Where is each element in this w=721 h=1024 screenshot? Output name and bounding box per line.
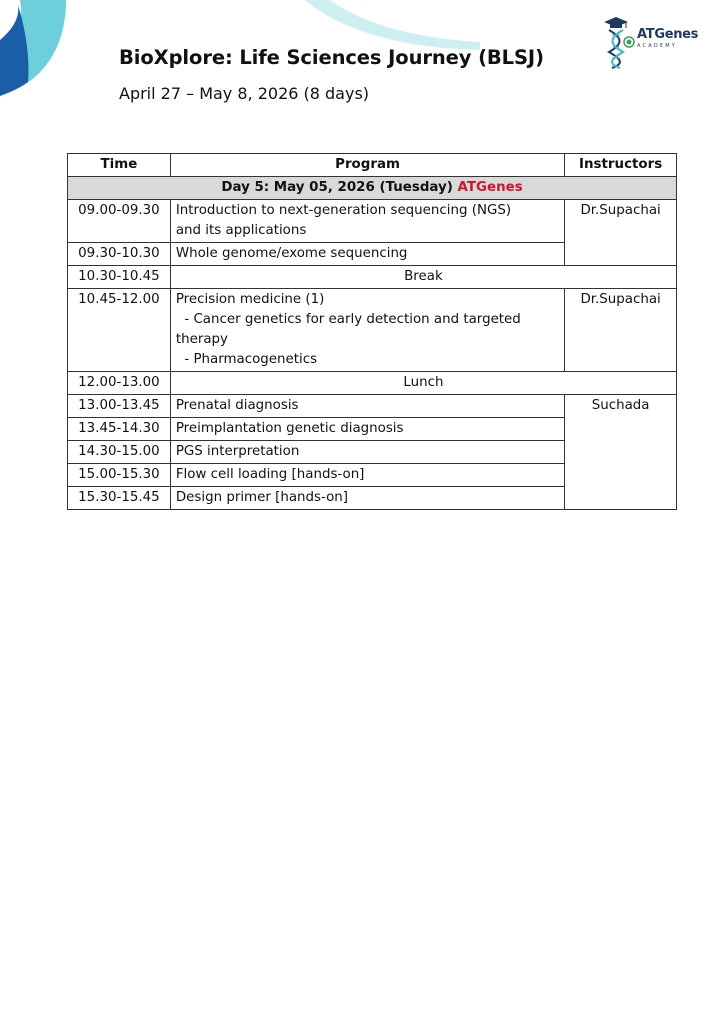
table-row [68,289,677,372]
table-row [68,395,677,418]
time-cell: 12.00-13.00 [68,372,171,395]
program-cell: Prenatal diagnosis [170,395,564,418]
logo-name: ATGenes [637,27,699,42]
day-row [68,177,677,200]
column-header-time: Time [68,154,171,177]
time-cell: 13.45-14.30 [68,418,171,441]
program-cell: PGS interpretation [170,441,564,464]
program-cell: Whole genome/exome sequencing [170,243,564,266]
time-cell: 10.45-12.00 [68,289,171,372]
table-header-row [68,154,677,177]
day-label: Day 5: May 05, 2026 (Tuesday) [221,180,453,195]
instructor-cell: Suchada [565,395,677,510]
logo-text [637,28,698,49]
day-label-cell [68,177,677,200]
decorative-arc-top [300,0,480,50]
time-cell: 10.30-10.45 [68,266,171,289]
program-line: therapy [175,332,228,347]
program-line: - Cancer genetics for early detection and targeted [175,312,521,327]
logo-subtitle: ACADEMY [637,43,678,49]
program-cell [170,200,564,243]
lunch-cell: Lunch [170,372,676,395]
column-header-program: Program [170,154,564,177]
program-line: Precision medicine (1) [175,292,325,307]
instructor-cell: Dr.Supachai [565,200,677,266]
time-cell: 09.30-10.30 [68,243,171,266]
program-cell: Design primer [hands-on] [170,487,564,510]
break-cell: Break [170,266,676,289]
time-cell: 15.30-15.45 [68,487,171,510]
program-cell [170,289,564,372]
column-header-instructors: Instructors [565,154,677,177]
table-row-lunch [68,372,677,395]
program-cell: Flow cell loading [hands-on] [170,464,564,487]
time-cell: 09.00-09.30 [68,200,171,243]
schedule-table [67,153,677,510]
day-organizer: ATGenes [457,180,523,195]
program-line: - Pharmacogenetics [175,352,318,367]
program-line: and its applications [175,223,307,238]
time-cell: 13.00-13.45 [68,395,171,418]
date-range: April 27 – May 8, 2026 (8 days) [119,84,370,103]
instructor-cell: Dr.Supachai [565,289,677,372]
decorative-wave-left [0,0,70,100]
page-title: BioXplore: Life Sciences Journey (BLSJ) [119,46,544,69]
program-cell: Preimplantation genetic diagnosis [170,418,564,441]
table-row-break [68,266,677,289]
program-line: Introduction to next-generation sequencing (NGS) [175,203,512,218]
time-cell: 15.00-15.30 [68,464,171,487]
table-row [68,200,677,243]
time-cell: 14.30-15.00 [68,441,171,464]
